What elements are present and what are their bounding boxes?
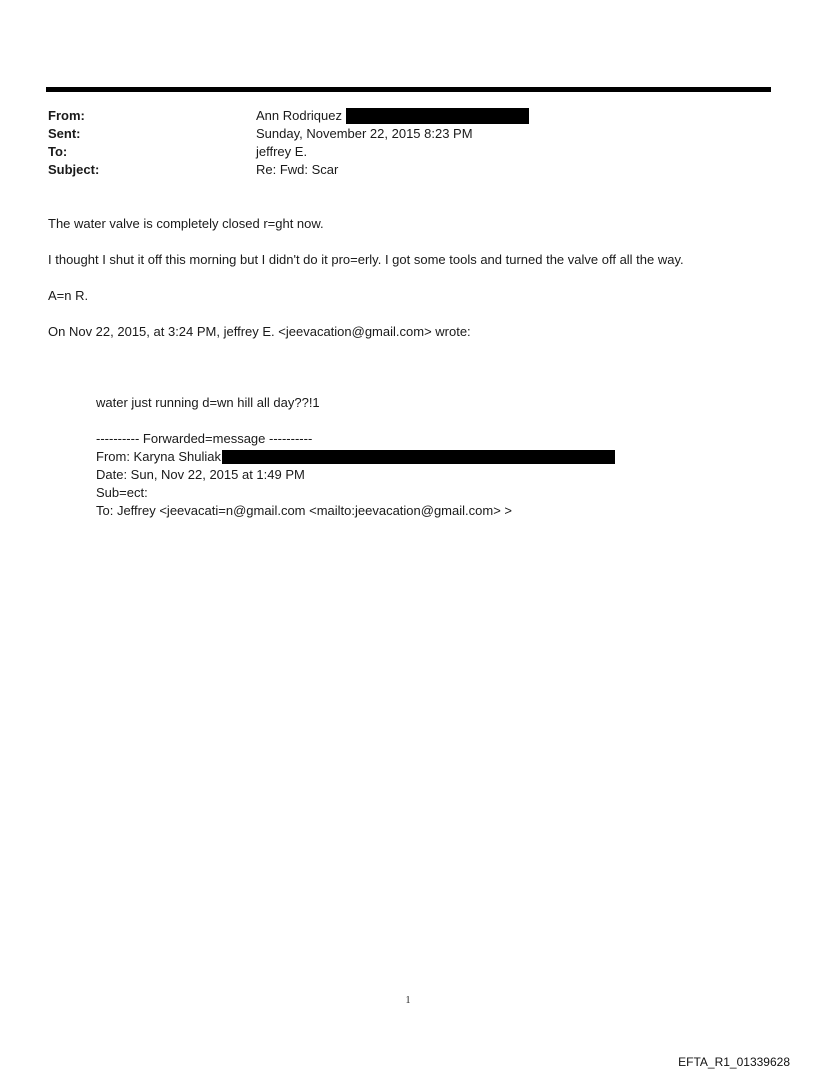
- quoted-message: water just running d=wn hill all day??!1: [96, 395, 320, 410]
- redaction-box: [346, 108, 529, 124]
- sent-label: Sent:: [48, 126, 81, 141]
- header-divider: [46, 87, 771, 92]
- redaction-box: [222, 450, 615, 464]
- from-value-group: [256, 107, 529, 125]
- body-line-1: The water valve is completely closed r=ght now.: [48, 216, 324, 231]
- document-id: EFTA_R1_01339628: [678, 1055, 790, 1069]
- to-label: To:: [48, 144, 68, 159]
- signature: A=n R.: [48, 288, 89, 303]
- page-number: 1: [405, 995, 411, 1006]
- forward-from: From: Karyna Shuliak: [96, 449, 221, 464]
- forward-to: To: Jeffrey <jeevacati=n@gmail.com <mailto:jeevacation@gmail.com> >: [96, 503, 512, 518]
- forward-header: ---------- Forwarded=message ----------: [96, 431, 313, 446]
- subject-label: Subject:: [48, 162, 100, 177]
- forward-subject: Sub=ect:: [96, 485, 148, 500]
- body-line-2: I thought I shut it off this morning but I didn't do it pro=erly. I got some tools and turned the valve off all the way.: [48, 252, 684, 267]
- from-label: From:: [48, 108, 85, 123]
- forward-from-row: [96, 448, 615, 466]
- sent-value: Sunday, November 22, 2015 8:23 PM: [256, 126, 473, 141]
- from-value: Ann Rodriquez: [256, 108, 342, 123]
- to-value: jeffrey E.: [256, 144, 308, 159]
- forward-date: Date: Sun, Nov 22, 2015 at 1:49 PM: [96, 467, 305, 482]
- reply-intro: On Nov 22, 2015, at 3:24 PM, jeffrey E. <jeevacation@gmail.com> wrote:: [48, 324, 471, 339]
- subject-value: Re: Fwd: Scar: [256, 162, 339, 177]
